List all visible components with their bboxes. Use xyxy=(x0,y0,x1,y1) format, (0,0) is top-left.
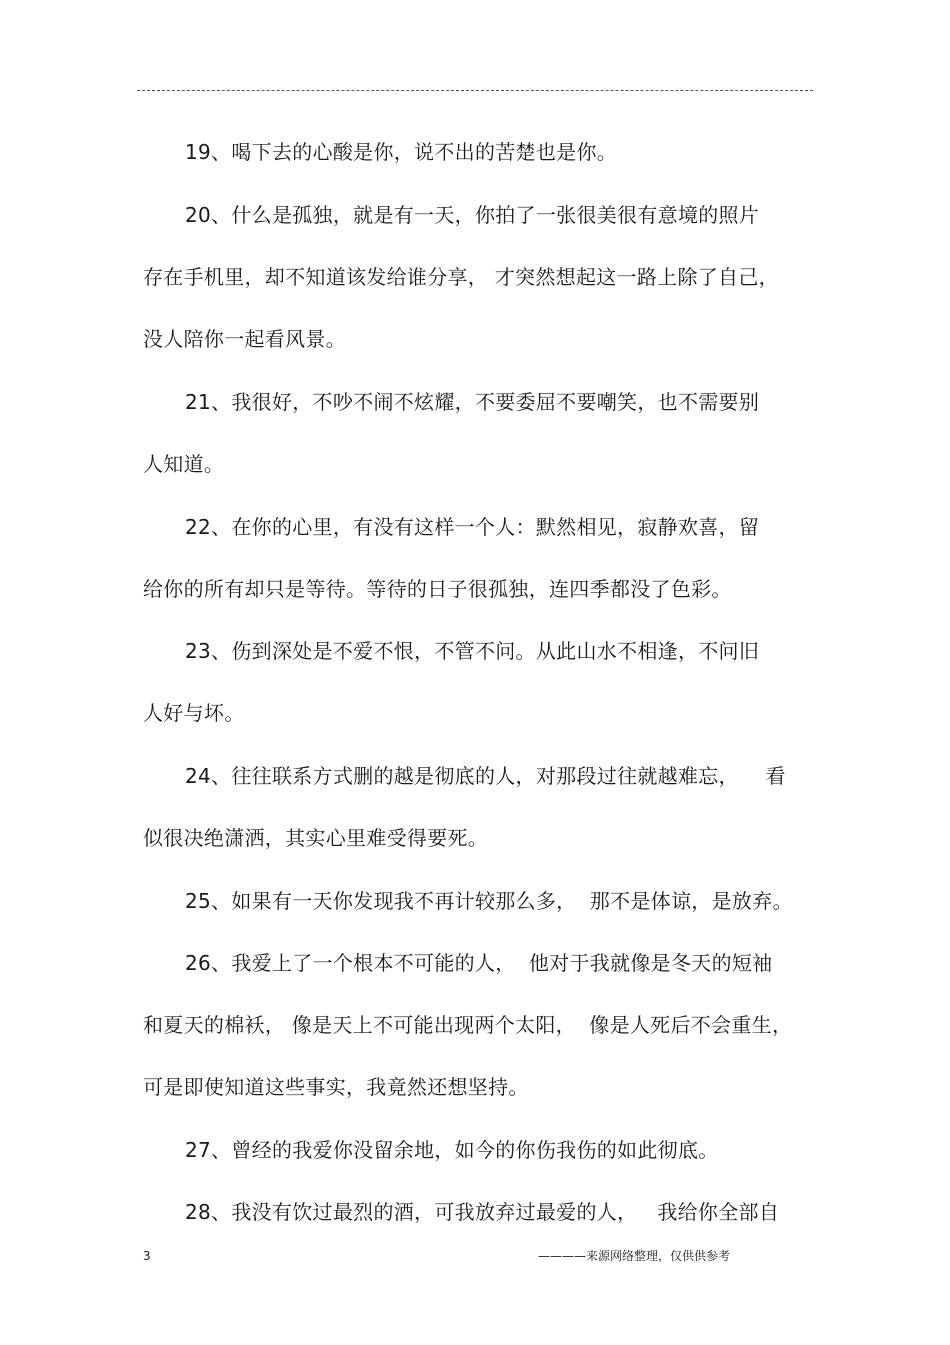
text-line-22a: 22、在你的心里，有没有这样一个人：默然相见，寂静欢喜，留 xyxy=(185,515,760,539)
text-line-21b: 人知道。 xyxy=(143,452,225,476)
text-line-23b: 人好与坏。 xyxy=(143,701,245,725)
text-line-27: 27、曾经的我爱你没留余地，如今的你伤我伤的如此彻底。 xyxy=(185,1138,719,1162)
header-divider xyxy=(137,90,813,91)
text-line-20c: 没人陪你一起看风景。 xyxy=(143,327,346,351)
text-line-24a: 24、往往联系方式删的越是彻底的人，对那段过往就越难忘， 看 xyxy=(185,764,786,788)
text-line-26c: 可是即使知道这些事实，我竟然还想坚持。 xyxy=(143,1075,529,1099)
text-line-19: 19、喝下去的心酸是你，说不出的苦楚也是你。 xyxy=(185,140,618,164)
text-line-22b: 给你的所有却只是等待。等待的日子很孤独，连四季都没了色彩。 xyxy=(143,577,732,601)
text-line-21a: 21、我很好，不吵不闹不炫耀，不要委屈不要嘲笑，也不需要别 xyxy=(185,390,760,414)
text-line-28: 28、我没有饮过最烈的酒，可我放弃过最爱的人， 我给你全部自 xyxy=(185,1200,780,1224)
text-line-23a: 23、伤到深处是不爱不恨，不管不问。从此山水不相逢，不问旧 xyxy=(185,639,760,663)
footer-note: ————来源网络整理，仅供供参考 xyxy=(538,1249,731,1263)
text-line-26a: 26、我爱上了一个根本不可能的人， 他对于我就像是冬天的短袖 xyxy=(185,951,773,975)
page-number: 3 xyxy=(143,1249,151,1263)
text-line-25: 25、如果有一天你发现我不再计较那么多， 那不是体谅，是放弃。 xyxy=(185,889,793,913)
text-line-24b: 似很决绝潇洒，其实心里难受得要死。 xyxy=(143,826,489,850)
text-line-20a: 20、什么是孤独，就是有一天，你拍了一张很美很有意境的照片 xyxy=(185,203,760,227)
text-line-26b: 和夏天的棉袄， 像是天上不可能出现两个太阳， 像是人死后不会重生， xyxy=(143,1013,793,1037)
text-line-20b: 存在手机里，却不知道该发给谁分享， 才突然想起这一路上除了自己， xyxy=(143,265,779,289)
